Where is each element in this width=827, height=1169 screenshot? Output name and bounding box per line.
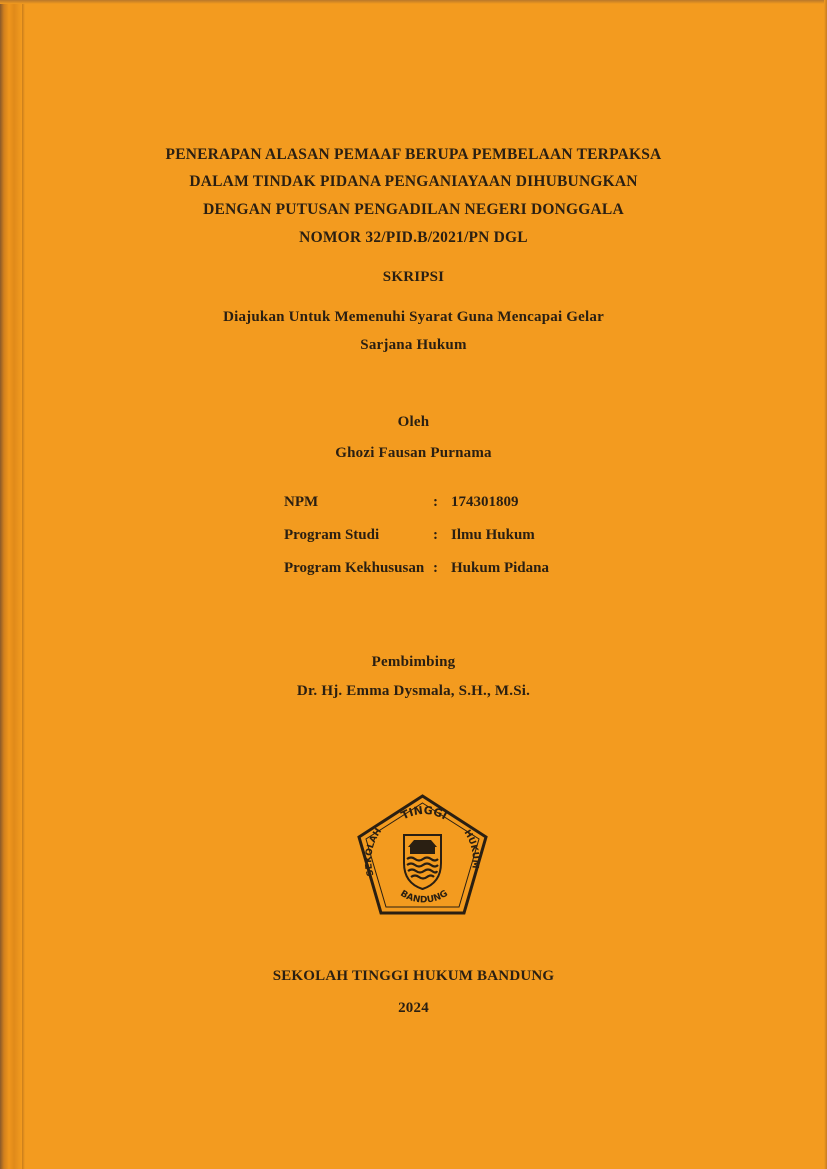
info-separator: : — [433, 494, 438, 510]
info-key: Program Studi — [284, 527, 380, 543]
info-key: NPM — [284, 494, 319, 510]
info-row-npm — [284, 494, 549, 527]
purpose-line-2: Sarjana Hukum — [360, 337, 467, 353]
logo-shield-icon — [404, 835, 441, 889]
institution-name: SEKOLAH TINGGI HUKUM BANDUNG — [272, 968, 555, 984]
year: 2024 — [398, 1000, 429, 1016]
logo-top-text: TINGGI — [399, 803, 450, 823]
logo-bottom-text: BANDUNG — [398, 888, 450, 906]
title-line-1: PENERAPAN ALASAN PEMAAF BERUPA PEMBELAAN TERPAKSA — [165, 146, 662, 163]
info-value: Hukum Pidana — [451, 560, 549, 576]
info-row-program-kekhususan — [284, 560, 549, 593]
institution-logo-icon — [354, 793, 491, 923]
title-line-3: DENGAN PUTUSAN PENGADILAN NEGERI DONGGALA — [203, 201, 624, 218]
info-value: Ilmu Hukum — [451, 527, 535, 543]
student-info-table — [284, 494, 549, 593]
info-separator: : — [433, 560, 438, 576]
info-value: 174301809 — [451, 494, 519, 510]
by-label: Oleh — [397, 414, 430, 430]
info-separator: : — [433, 527, 438, 543]
info-row-program-studi — [284, 527, 549, 560]
info-key: Program Kekhususan — [284, 560, 425, 576]
title-line-4: NOMOR 32/PID.B/2021/PN DGL — [299, 229, 528, 246]
top-edge — [0, 0, 827, 4]
logo-left-text: SEKOLAH — [364, 826, 385, 878]
document-type: SKRIPSI — [382, 269, 445, 285]
purpose-line-1: Diajukan Untuk Memenuhi Syarat Guna Mencapai Gelar — [223, 309, 604, 325]
supervisor-label: Pembimbing — [371, 654, 456, 670]
title-line-2: DALAM TINDAK PIDANA PENGANIAYAAN DIHUBUNGKAN — [189, 173, 638, 190]
author-name: Ghozi Fausan Purnama — [335, 445, 492, 461]
supervisor-name: Dr. Hj. Emma Dysmala, S.H., M.Si. — [296, 683, 531, 699]
logo-right-text: HUKUM — [461, 828, 481, 869]
